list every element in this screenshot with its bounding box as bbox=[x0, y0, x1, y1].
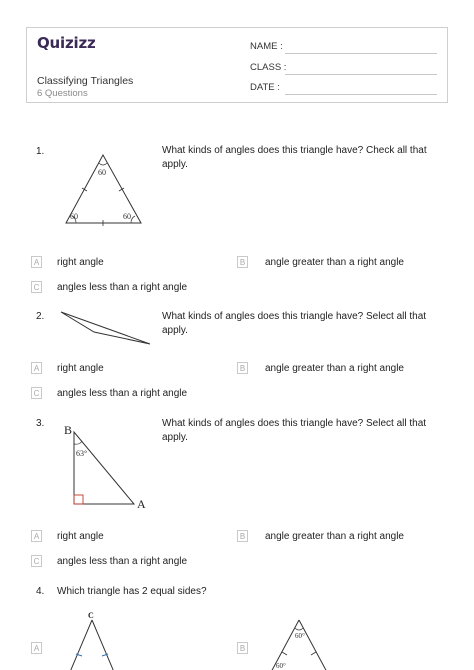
option-b-text[interactable]: angle greater than a right angle bbox=[265, 363, 404, 374]
option-a-box[interactable]: A bbox=[31, 362, 42, 374]
option-b-box[interactable]: B bbox=[237, 256, 248, 268]
option-b-box[interactable]: B bbox=[237, 530, 248, 542]
name-line[interactable] bbox=[285, 53, 437, 54]
option-c-text[interactable]: angles less than a right angle bbox=[57, 388, 188, 399]
obtuse-triangle-figure bbox=[58, 308, 154, 348]
worksheet-title: Classifying Triangles bbox=[37, 75, 134, 87]
equilateral-triangle-figure bbox=[62, 150, 148, 228]
question-text-line: What kinds of angles does this triangle have? Check all that bbox=[162, 145, 427, 156]
option-c-box[interactable]: C bbox=[31, 387, 42, 399]
date-label: DATE : bbox=[250, 82, 280, 93]
option-a-box[interactable]: A bbox=[31, 530, 42, 542]
question-number: 1. bbox=[36, 146, 45, 157]
angle-label-left: 60 bbox=[70, 212, 78, 221]
question-text bbox=[162, 310, 426, 338]
option-a-text[interactable]: right angle bbox=[57, 257, 104, 268]
vertex-label-b: B bbox=[64, 423, 73, 437]
vertex-label-a: A bbox=[137, 497, 146, 511]
option-b-box[interactable]: B bbox=[237, 362, 248, 374]
angle-label-left: 60° bbox=[276, 662, 286, 670]
option-b-text[interactable]: angle greater than a right angle bbox=[265, 531, 404, 542]
class-line[interactable] bbox=[285, 74, 437, 75]
option-c-text[interactable]: angles less than a right angle bbox=[57, 282, 188, 293]
question-number: 4. bbox=[36, 586, 45, 597]
worksheet-header bbox=[26, 27, 448, 103]
question-number: 2. bbox=[36, 311, 45, 322]
option-a-box[interactable]: A bbox=[31, 256, 42, 268]
question-text-line: apply. bbox=[162, 432, 188, 443]
angle-label-top: 60 bbox=[98, 168, 106, 177]
question-text-line: apply. bbox=[162, 159, 188, 170]
question-text bbox=[162, 417, 426, 445]
right-triangle-figure bbox=[60, 420, 155, 516]
option-a-text[interactable]: right angle bbox=[57, 531, 104, 542]
quizizz-logo: Quizizz bbox=[37, 34, 96, 52]
question-text-line: What kinds of angles does this triangle have? Select all that bbox=[162, 311, 427, 322]
question-text bbox=[162, 144, 427, 172]
date-line[interactable] bbox=[285, 94, 437, 95]
equilateral-triangle-figure bbox=[262, 616, 338, 670]
isosceles-triangle-figure bbox=[64, 610, 124, 670]
option-c-box[interactable]: C bbox=[31, 555, 42, 567]
vertex-label-c: C bbox=[88, 611, 94, 620]
option-b-box[interactable]: B bbox=[237, 642, 248, 654]
question-text-line: apply. bbox=[162, 325, 188, 336]
option-a-box[interactable]: A bbox=[31, 642, 42, 654]
angle-label: 63° bbox=[76, 449, 88, 458]
question-count: 6 Questions bbox=[37, 88, 88, 99]
option-a-text[interactable]: right angle bbox=[57, 363, 104, 374]
option-c-text[interactable]: angles less than a right angle bbox=[57, 556, 188, 567]
angle-label-top: 60° bbox=[295, 632, 305, 640]
option-b-text[interactable]: angle greater than a right angle bbox=[265, 257, 404, 268]
option-c-box[interactable]: C bbox=[31, 281, 42, 293]
question-number: 3. bbox=[36, 418, 45, 429]
question-text-line: What kinds of angles does this triangle have? Select all that bbox=[162, 418, 427, 429]
angle-label-right: 60 bbox=[123, 212, 131, 221]
name-label: NAME : bbox=[250, 41, 283, 52]
question-text: Which triangle has 2 equal sides? bbox=[57, 586, 207, 597]
class-label: CLASS : bbox=[250, 62, 287, 73]
